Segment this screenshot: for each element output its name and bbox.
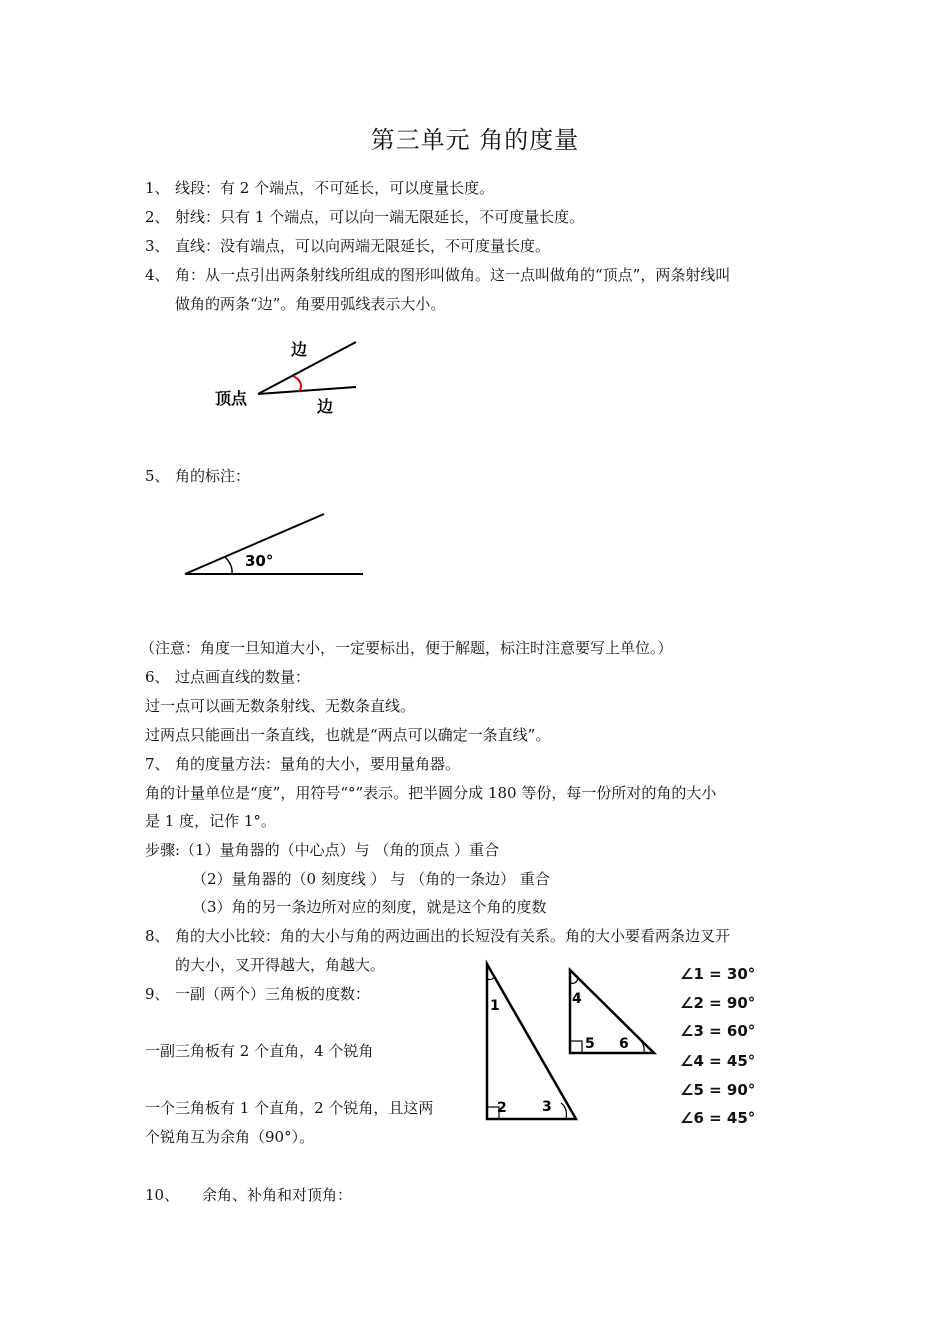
angle-degree-label: 30° <box>245 552 274 570</box>
item-number: 2、 <box>145 208 170 226</box>
angle-label-5: 5 <box>585 1036 595 1052</box>
paragraph: 过一点可以画无数条射线、无数条直线。 <box>145 697 416 715</box>
item-text: 射线：只有 1 个端点，可以向一端无限延长，不可度量长度。 <box>175 208 585 226</box>
page-title: 第三单元 角的度量 <box>370 126 580 154</box>
angle-equation-2: ∠2 = 90° <box>680 994 756 1012</box>
list-item-7 <box>145 754 460 774</box>
angle-equation-1: ∠1 = 30° <box>680 965 756 983</box>
item-number: 7、 <box>145 755 170 773</box>
edge-label-top: 边 <box>291 340 308 359</box>
angle-label-6: 6 <box>619 1036 629 1052</box>
angle-arc <box>225 557 232 574</box>
angle-label-3: 3 <box>542 1099 552 1115</box>
step-2: （2）量角器的（0 刻度线 ） 与 （角的一条边） 重合 <box>192 870 550 888</box>
list-item-5 <box>145 466 250 486</box>
list-item-3 <box>145 236 550 256</box>
angle-edge-lower <box>258 387 356 394</box>
angle-equation-4: ∠4 = 45° <box>680 1052 756 1070</box>
angle-label-4: 4 <box>572 991 582 1007</box>
item-text: 直线：没有端点，可以向两端无限延长，不可度量长度。 <box>175 237 551 255</box>
angle-label-1: 1 <box>490 998 500 1014</box>
item-text: 角：从一点引出两条射线所组成的图形叫做角。这一点叫做角的“顶点”，两条射线叫 <box>175 266 731 284</box>
item-number: 8、 <box>145 927 170 945</box>
item-text: 线段：有 2 个端点，不可延长，可以度量长度。 <box>175 179 495 197</box>
edge-label-bottom: 边 <box>317 397 334 416</box>
right-angle-mark-5 <box>570 1041 582 1053</box>
set-square-figure <box>475 955 665 1125</box>
angle-arc <box>293 376 301 392</box>
item-number: 10、 <box>145 1186 180 1204</box>
paragraph: 是 1 度，记作 1°。 <box>145 812 276 830</box>
paragraph: 过两点只能画出一条直线，也就是“两点可以确定一条直线”。 <box>145 726 551 744</box>
list-item-6 <box>145 667 310 687</box>
vertex-label: 顶点 <box>215 389 248 408</box>
angle-equation-5: ∠5 = 90° <box>680 1081 756 1099</box>
item-text: 角的大小比较：角的大小与角的两边画出的长短没有关系。角的大小要看两条边叉开 <box>175 927 731 945</box>
list-item-1 <box>145 178 494 198</box>
item-number: 6、 <box>145 668 170 686</box>
list-item-10 <box>145 1185 352 1205</box>
item-text: 余角、补角和对顶角： <box>202 1186 353 1204</box>
angle-equation-6: ∠6 = 45° <box>680 1109 756 1127</box>
note-text: （注意：角度一旦知道大小，一定要标出，便于解题，标注时注意要写上单位。） <box>140 639 673 657</box>
angle-arc-3 <box>561 1103 566 1119</box>
paragraph: 个锐角互为余角（90°）。 <box>145 1128 315 1146</box>
item-number: 4、 <box>145 266 170 284</box>
item-number: 5、 <box>145 467 170 485</box>
list-item-4-continued: 做角的两条“边”。角要用弧线表示大小。 <box>175 295 446 313</box>
angle-parts-figure <box>205 330 375 425</box>
paragraph: 一个三角板有 1 个直角，2 个锐角，且这两 <box>145 1099 434 1117</box>
item-number: 9、 <box>145 985 170 1003</box>
angle-label-2: 2 <box>497 1100 507 1116</box>
item-text: 角的标注： <box>175 467 251 485</box>
paragraph: 一副三角板有 2 个直角，4 个锐角 <box>145 1042 374 1060</box>
list-item-8 <box>145 926 730 946</box>
angle-equation-3: ∠3 = 60° <box>680 1022 756 1040</box>
item-number: 3、 <box>145 237 170 255</box>
paragraph: 角的计量单位是“度”，用符号“°”表示。把半圆分成 180 等份，每一份所对的角的大小 <box>145 784 717 802</box>
step-1: 步骤:（1）量角器的（中心点）与 （角的顶点 ）重合 <box>145 841 500 859</box>
item-text: 角的度量方法：量角的大小，要用量角器。 <box>175 755 461 773</box>
item-text: 一副（两个）三角板的度数： <box>175 985 371 1003</box>
list-item-4 <box>145 265 730 285</box>
triangle-45-45-90 <box>570 970 654 1053</box>
angle-annotation-figure <box>180 505 370 585</box>
item-text: 过点画直线的数量： <box>175 668 311 686</box>
list-item-9 <box>145 984 370 1004</box>
step-3: （3）角的另一条边所对应的刻度，就是这个角的度数 <box>192 898 547 916</box>
list-item-2 <box>145 207 584 227</box>
list-item-8-continued: 的大小，叉开得越大，角越大。 <box>175 956 386 974</box>
triangle-30-60-90 <box>487 964 576 1119</box>
item-number: 1、 <box>145 179 170 197</box>
